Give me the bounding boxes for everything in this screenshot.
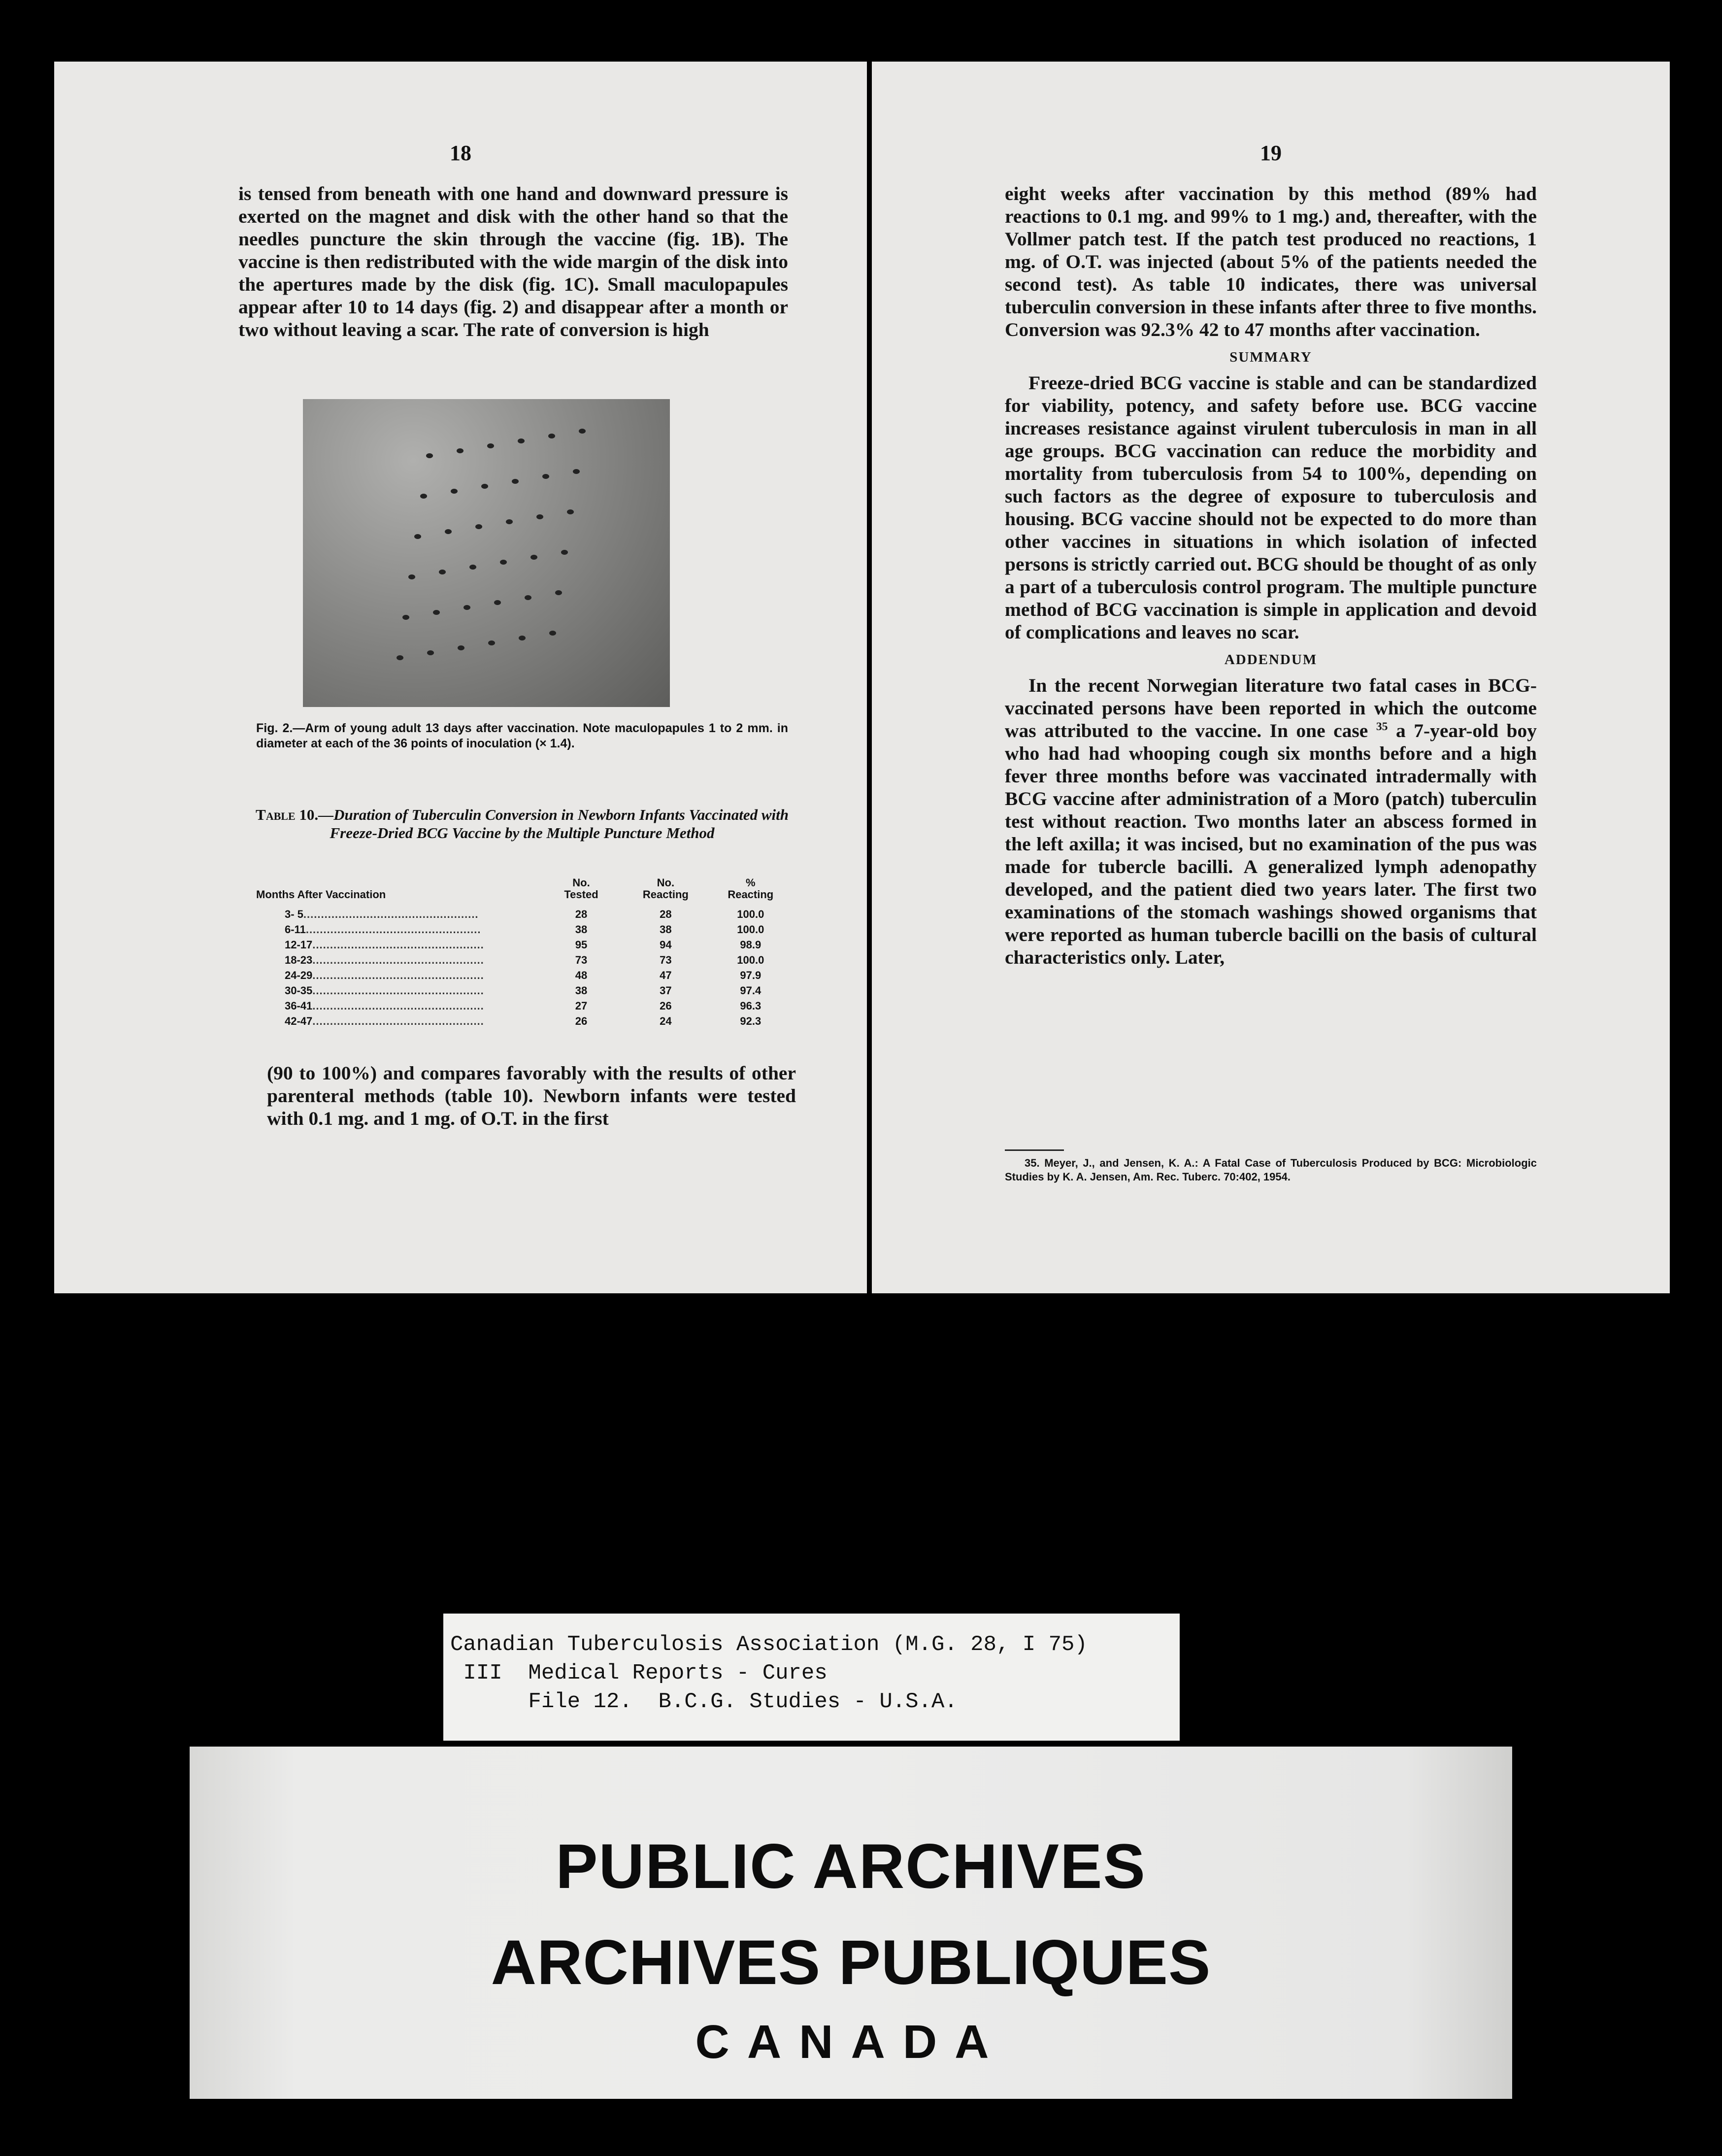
puncture-mark [427,650,434,655]
cell-percent: 96.3 [740,1000,762,1012]
puncture-mark [426,453,433,458]
cell-tested: 73 [575,954,588,966]
summary-heading: SUMMARY [1229,349,1312,365]
puncture-mark [525,595,531,600]
puncture-mark [579,429,586,434]
puncture-mark [402,615,409,620]
table-row [256,937,793,952]
dot-leader: ................................................. [312,984,484,997]
label-line-1: Canadian Tuberculosis Association (M.G. 28, I 75) [450,1632,1088,1657]
vaccination-photo [303,399,670,707]
puncture-mark [555,590,562,595]
puncture-mark [542,474,549,479]
cell-tested: 28 [575,908,588,920]
dot-leader: .................................................. [305,923,481,936]
left-page [54,62,867,1293]
figure-caption: Fig. 2.—Arm of young adult 13 days after vaccination. Note maculopapules 1 to 2 mm. in diameter at each of the 36 points of inoculation (× 1.4). [256,721,788,750]
puncture-mark [536,514,543,519]
cell-reacting: 24 [660,1015,672,1027]
table-row [256,998,793,1013]
table-title [251,806,793,842]
banner-line-country: CANADA [695,2016,1007,2068]
table-row [256,907,793,922]
cell-tested: 38 [575,923,588,936]
label-line-3: File 12. B.C.G. Studies - U.S.A. [450,1689,958,1714]
puncture-mark [420,494,427,499]
footnote-reference: 35 [1376,720,1388,733]
cell-percent: 98.9 [740,939,762,951]
table-row [256,968,793,983]
table-body [256,907,793,1029]
header-reacting-line1: No. [657,876,675,889]
cell-tested: 48 [575,969,588,981]
body-text [238,182,788,341]
dot-leader: ................................................. [312,1015,484,1027]
header-percent-line1: % [746,876,756,889]
puncture-mark [548,434,555,438]
puncture-mark [518,438,525,443]
puncture-mark [433,610,440,615]
header-percent [708,877,793,907]
table-row [256,1013,793,1029]
cell-tested: 26 [575,1015,588,1027]
cell-months: 18-23................................................. [285,954,484,966]
cell-tested: 27 [575,1000,588,1012]
cell-reacting: 28 [660,908,672,920]
puncture-mark [481,484,488,489]
cell-percent: 97.4 [740,984,762,997]
table-row [256,952,793,968]
paragraph: eight weeks after vaccination by this method (89% had reactions to 0.1 mg. and 99% to 1 mg.) and, thereafter, with the Vollmer patch test. If the patch test produced no reactions, 1 mg. of O.T. was injected (about 5% of the patients needed the second test). As table 10 indicates, there was universal tuberculin conversion in these infants after three to five months. Conversion was 92.3% 42 to 47 months after vaccination. [1005,183,1537,340]
table-row [256,983,793,998]
puncture-mark [439,570,446,574]
cell-percent: 100.0 [737,908,764,920]
puncture-mark [469,565,476,570]
puncture-mark [512,479,519,484]
puncture-mark [457,448,464,453]
page-number: 19 [1260,141,1282,165]
header-reacting-line2: Reacting [642,888,689,901]
header-tested-line2: Tested [564,888,598,901]
header-reacting [623,877,708,907]
footnote: 35. Meyer, J., and Jensen, K. A.: A Fatal Case of Tuberculosis Produced by BCG: Microbiologic Studies by K. A. Jensen, Am. Rec. Tuberc. 70:402, 1954. [1005,1157,1537,1183]
cell-months: 3- 5.................................................. [285,908,479,920]
addendum-heading: ADDENDUM [1224,652,1318,668]
puncture-mark [573,469,580,474]
cell-months: 42-47................................................. [285,1015,484,1027]
table-row [256,922,793,937]
puncture-mark [397,655,403,660]
puncture-mark [567,509,574,514]
cell-percent: 92.3 [740,1015,762,1027]
cell-tested: 38 [575,984,588,997]
table-caption: —Duration of Tuberculin Conversion in Newborn Infants Vaccinated with Freeze-Dried BCG Vaccine by the Multiple Puncture Method [318,806,789,842]
puncture-mark [549,631,556,636]
cell-percent: 100.0 [737,923,764,936]
table-header-row [256,877,793,907]
addendum-paragraph [1005,674,1537,969]
puncture-mark [414,534,421,539]
dot-leader: ................................................. [312,969,484,981]
header-tested [539,877,623,907]
dot-leader: ................................................. [312,1000,484,1012]
cell-months: 24-29................................................. [285,969,484,981]
banner-line-english: PUBLIC ARCHIVES [556,1831,1146,1902]
puncture-mark [487,443,494,448]
puncture-mark [506,519,513,524]
cell-percent: 97.9 [740,969,762,981]
body-text-continued [267,1062,796,1130]
table-label: Table 10. [256,806,319,823]
puncture-mark [494,600,501,605]
addendum-text-end: a 7-year-old boy who had had whooping cough six months before and a high fever three months before was vaccinated intradermally with BCG vaccine after administration of a Moro (patch) tuberculin test without reaction. Two months later an abscess formed in the left axilla; it was incised, but no examination of the pus was made for tubercle bacilli. A generalized lymph adenopathy developed, and the patient died two years later. The first two examinations of the stomach washings showed organisms that were reported as human tubercle bacilli on the basis of cultural characteristics only. Later, [1005,720,1537,968]
page-number: 18 [450,141,471,165]
puncture-mark [408,574,415,579]
label-line-2: III Medical Reports - Cures [450,1661,828,1685]
puncture-mark [451,489,458,494]
puncture-mark [458,645,464,650]
puncture-mark [464,605,470,610]
cell-months: 30-35................................................. [285,984,484,997]
puncture-mark [500,560,507,565]
paragraph: is tensed from beneath with one hand and downward pressure is exerted on the magnet and disk with the other hand so that the needles puncture the skin through the vaccine (fig. 1B). The vaccine is then redistributed with the wide margin of the disk into the apertures made by the disk (fig. 1C). Small maculopapules appear after 10 to 14 days (fig. 2) and disappear after a month or two without leaving a scar. The rate of conversion is high [238,183,788,340]
header-months: Months After Vaccination [256,888,386,901]
cell-reacting: 38 [660,923,672,936]
dot-leader: .................................................. [303,908,479,920]
puncture-mark [445,529,452,534]
footnote-divider [1005,1149,1064,1151]
addendum-text-start: In the recent Norwegian literature two fatal cases in BCG-vaccinated persons have been reported in which the outcome was attributed to the vaccine. In one case [1005,674,1537,741]
body-text [1005,182,1537,969]
right-page [872,62,1670,1293]
cell-reacting: 37 [660,984,672,997]
puncture-mark [488,640,495,645]
header-percent-line2: Reacting [728,888,774,901]
cell-reacting: 26 [660,1000,672,1012]
puncture-mark [519,636,526,640]
cell-percent: 100.0 [737,954,764,966]
header-tested-line1: No. [572,876,590,889]
conversion-table [256,877,793,1029]
puncture-mark [475,524,482,529]
cell-reacting: 47 [660,969,672,981]
cell-months: 6-11.................................................. [285,923,481,936]
puncture-mark [530,555,537,560]
cell-reacting: 94 [660,939,672,951]
dot-leader: ................................................. [312,954,484,966]
cell-tested: 95 [575,939,588,951]
cell-reacting: 73 [660,954,672,966]
cell-months: 12-17................................................. [285,939,484,951]
archive-file-label [443,1614,1180,1741]
public-archives-banner [190,1747,1512,2099]
summary-paragraph: Freeze-dried BCG vaccine is stable and can be standardized for viability, potency, and safety before use. BCG vaccine increases resistance against virulent tuberculosis in man in all age groups. BCG vaccination can reduce the morbidity and mortality from tuberculosis from 54 to 100%, depending on such factors as the degree of exposure to tuberculosis and housing. BCG vaccine should not be expected to do more than other vaccines in situations in which isolation of infected persons is strictly carried out. BCG should be thought of as only a part of a tuberculosis control program. The multiple puncture method of BCG vaccination is simple in application and devoid of complications and leaves no scar. [1005,372,1537,643]
dot-leader: ................................................. [312,939,484,951]
cell-months: 36-41................................................. [285,1000,484,1012]
paragraph: (90 to 100%) and compares favorably with the results of other parenteral methods (table 10). Newborn infants were tested with 0.1 mg. and 1 mg. of O.T. in the first [267,1062,796,1129]
banner-line-french: ARCHIVES PUBLIQUES [491,1927,1211,1998]
puncture-mark [561,550,568,555]
